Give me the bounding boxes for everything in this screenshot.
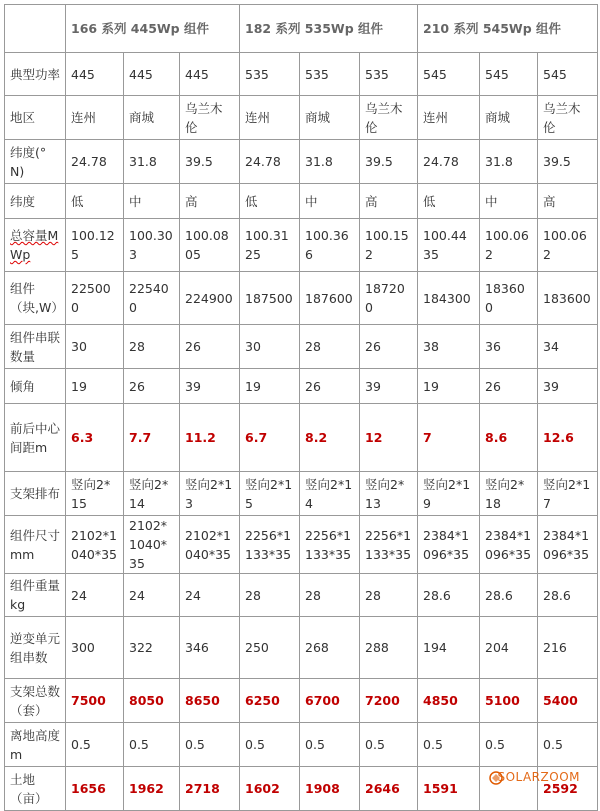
table-cell: 乌兰木伦: [360, 96, 418, 140]
table-cell: 7.7: [124, 404, 180, 472]
table-cell: 低: [66, 184, 124, 219]
table-row: [5, 219, 598, 272]
table-cell: 高: [538, 184, 598, 219]
table-cell: 100.366: [300, 219, 360, 272]
table-cell: 26: [180, 325, 240, 369]
table-row: [5, 404, 598, 472]
table-cell: 4850: [418, 679, 480, 723]
table-cell: 28: [360, 574, 418, 617]
table-cell: 2718: [180, 767, 240, 811]
header-group-182: 182 系列 535Wp 组件: [240, 5, 418, 53]
table-cell: 535: [300, 53, 360, 96]
table-cell: 187200: [360, 272, 418, 325]
table-row: [5, 723, 598, 767]
table-cell: 28.6: [538, 574, 598, 617]
table-cell: 6.7: [240, 404, 300, 472]
table-cell: 19: [66, 369, 124, 404]
table-cell: 445: [66, 53, 124, 96]
row-label: 支架总数（套）: [5, 679, 66, 723]
header-group-166: 166 系列 445Wp 组件: [66, 5, 240, 53]
table-cell: 24.78: [418, 140, 480, 184]
table-cell: 19: [418, 369, 480, 404]
table-cell: 322: [124, 617, 180, 679]
table-cell: 中: [300, 184, 360, 219]
table-cell: 竖向2*17: [538, 472, 598, 516]
table-cell: 100.3125: [240, 219, 300, 272]
table-cell: 39.5: [538, 140, 598, 184]
table-cell: 28: [300, 325, 360, 369]
table-cell: 187600: [300, 272, 360, 325]
table-row: [5, 272, 598, 325]
table-cell: 商城: [124, 96, 180, 140]
table-cell: 26: [480, 369, 538, 404]
table-row: [5, 53, 598, 96]
table-cell: 28.6: [480, 574, 538, 617]
table-cell: 24: [66, 574, 124, 617]
table-cell: 8.2: [300, 404, 360, 472]
table-cell: 高: [360, 184, 418, 219]
table-cell: 183600: [480, 272, 538, 325]
header-corner-cell: [5, 5, 66, 53]
table-cell: 445: [124, 53, 180, 96]
table-cell: 100.152: [360, 219, 418, 272]
table-cell: 0.5: [66, 723, 124, 767]
table-cell: 11.2: [180, 404, 240, 472]
table-cell: 连州: [418, 96, 480, 140]
table-cell: 2256*1133*35: [300, 516, 360, 574]
table-cell: 300: [66, 617, 124, 679]
row-label: 总容量MWp: [5, 219, 66, 272]
row-label: 组件串联数量: [5, 325, 66, 369]
table-cell: 535: [240, 53, 300, 96]
table-cell: 224900: [180, 272, 240, 325]
table-cell: 39: [360, 369, 418, 404]
table-cell: 24: [124, 574, 180, 617]
table-cell: 0.5: [300, 723, 360, 767]
table-cell: 28: [300, 574, 360, 617]
watermark-text: SOLARZOOM: [497, 770, 580, 784]
table-cell: 乌兰木伦: [538, 96, 598, 140]
table-cell: 28.6: [418, 574, 480, 617]
table-cell: 2256*1133*35: [240, 516, 300, 574]
row-label: 组件（块,W）: [5, 272, 66, 325]
table-cell: 竖向2*15: [240, 472, 300, 516]
table-cell: 0.5: [480, 723, 538, 767]
table-cell: 100.4435: [418, 219, 480, 272]
table-cell: 36: [480, 325, 538, 369]
row-label: 组件重量kg: [5, 574, 66, 617]
table-cell: 39: [538, 369, 598, 404]
table-cell: 8050: [124, 679, 180, 723]
table-cell: 0.5: [538, 723, 598, 767]
table-cell: 30: [66, 325, 124, 369]
table-cell: 0.5: [124, 723, 180, 767]
table-cell: 225000: [66, 272, 124, 325]
comparison-table: [4, 4, 598, 811]
table-cell: 6250: [240, 679, 300, 723]
row-label: 前后中心间距m: [5, 404, 66, 472]
table-cell: 250: [240, 617, 300, 679]
table-cell: 26: [300, 369, 360, 404]
table-cell: 竖向2*19: [418, 472, 480, 516]
row-label: 支架排布: [5, 472, 66, 516]
table-cell: 商城: [300, 96, 360, 140]
table-row: [5, 325, 598, 369]
table-cell: 竖向2*14: [300, 472, 360, 516]
table-cell: 2102*1040*35: [180, 516, 240, 574]
table-cell: 204: [480, 617, 538, 679]
table-cell: 26: [124, 369, 180, 404]
table-cell: 6.3: [66, 404, 124, 472]
table-cell: 194: [418, 617, 480, 679]
table-cell: 7: [418, 404, 480, 472]
row-label: 典型功率: [5, 53, 66, 96]
table-cell: 545: [418, 53, 480, 96]
table-cell: 346: [180, 617, 240, 679]
table-row: [5, 140, 598, 184]
table-cell: 2592: [538, 767, 598, 811]
table-cell: 中: [480, 184, 538, 219]
table-row: [5, 574, 598, 617]
table-cell: 268: [300, 617, 360, 679]
row-label: 纬度: [5, 184, 66, 219]
table-cell: 100.062: [538, 219, 598, 272]
row-label: 地区: [5, 96, 66, 140]
table-cell: 24.78: [66, 140, 124, 184]
table-cell: 100.062: [480, 219, 538, 272]
table-cell: 竖向2*13: [180, 472, 240, 516]
table-cell: 12.6: [538, 404, 598, 472]
row-label: 土地（亩）: [5, 767, 66, 811]
table-cell: 0.5: [418, 723, 480, 767]
table-cell: 8.6: [480, 404, 538, 472]
table-row: [5, 516, 598, 574]
table-cell: 0.5: [360, 723, 418, 767]
table-cell: 31.8: [300, 140, 360, 184]
table-cell: 39.5: [180, 140, 240, 184]
row-label: 倾角: [5, 369, 66, 404]
table-cell: 28: [124, 325, 180, 369]
table-cell: 低: [418, 184, 480, 219]
table-cell: 100.0805: [180, 219, 240, 272]
header-group-210: 210 系列 545Wp 组件: [418, 5, 598, 53]
table-cell: 535: [360, 53, 418, 96]
table-cell: 乌兰木伦: [180, 96, 240, 140]
table-cell: 216: [538, 617, 598, 679]
table-cell: 545: [480, 53, 538, 96]
table-cell: 竖向2*15: [66, 472, 124, 516]
table-cell: 2384*1096*35: [480, 516, 538, 574]
table-cell: 0.5: [240, 723, 300, 767]
table-cell: 竖向2*14: [124, 472, 180, 516]
table-cell: 7200: [360, 679, 418, 723]
table-row: [5, 184, 598, 219]
table-row: [5, 369, 598, 404]
table-cell: 8650: [180, 679, 240, 723]
table-cell: 2256*1133*35: [360, 516, 418, 574]
table-cell: 445: [180, 53, 240, 96]
table-cell: 商城: [480, 96, 538, 140]
table-cell: 2384*1096*35: [418, 516, 480, 574]
table-cell: 31.8: [124, 140, 180, 184]
table-cell: 31.8: [480, 140, 538, 184]
table-cell: 连州: [66, 96, 124, 140]
table-cell: 2102*1040*35: [66, 516, 124, 574]
table-cell: 39: [180, 369, 240, 404]
table-cell: 28: [240, 574, 300, 617]
table-cell: 545: [538, 53, 598, 96]
table-cell: 高: [180, 184, 240, 219]
row-label: 纬度(°N): [5, 140, 66, 184]
table-cell: 1591: [418, 767, 480, 811]
table-cell: 1962: [124, 767, 180, 811]
table-cell: 30: [240, 325, 300, 369]
table-cell: 12: [360, 404, 418, 472]
table-cell: 1908: [300, 767, 360, 811]
row-label: 离地高度m: [5, 723, 66, 767]
header-row: [5, 5, 598, 53]
table-cell: 连州: [240, 96, 300, 140]
table-cell: 24.78: [240, 140, 300, 184]
table-row: [5, 96, 598, 140]
table-cell: 34: [538, 325, 598, 369]
table-cell: 7500: [66, 679, 124, 723]
table-cell: 2646: [360, 767, 418, 811]
table-cell: 竖向2*13: [360, 472, 418, 516]
table-cell: 187500: [240, 272, 300, 325]
table-cell: 100.125: [66, 219, 124, 272]
table-cell: 2384*1096*35: [538, 516, 598, 574]
table-cell: 288: [360, 617, 418, 679]
table-cell: 2102*1040*35: [124, 516, 180, 574]
row-label: 逆变单元组串数: [5, 617, 66, 679]
table-row: [5, 617, 598, 679]
table-row: [5, 679, 598, 723]
table-body: [5, 53, 598, 811]
table-cell: 39.5: [360, 140, 418, 184]
table-cell: 38: [418, 325, 480, 369]
table-cell: 183600: [538, 272, 598, 325]
table-cell: 184300: [418, 272, 480, 325]
table-cell: 100.303: [124, 219, 180, 272]
table-cell: 低: [240, 184, 300, 219]
table-cell: 0.5: [180, 723, 240, 767]
table-cell: 5100: [480, 679, 538, 723]
table-row: [5, 472, 598, 516]
table-cell: 中: [124, 184, 180, 219]
table-cell: 19: [240, 369, 300, 404]
table-cell: 5400: [538, 679, 598, 723]
table-cell: 24: [180, 574, 240, 617]
table-cell: 225400: [124, 272, 180, 325]
table-cell: 26: [360, 325, 418, 369]
table-cell: 1602: [240, 767, 300, 811]
row-label: 组件尺寸mm: [5, 516, 66, 574]
table-cell: 1656: [66, 767, 124, 811]
table-cell: 竖向2*18: [480, 472, 538, 516]
table-cell: 6700: [300, 679, 360, 723]
